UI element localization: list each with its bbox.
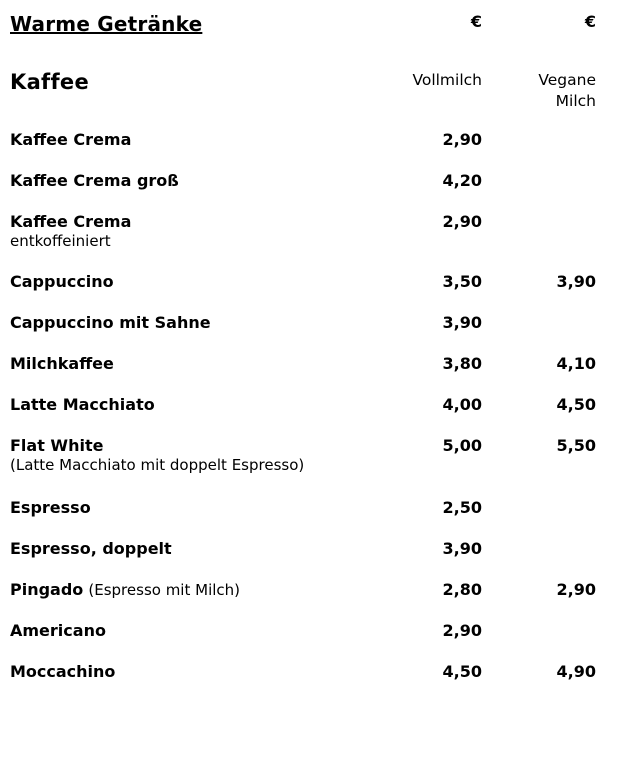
item-price-vollmilch: 3,90 bbox=[442, 313, 482, 332]
item-price-vollmilch-cell bbox=[390, 662, 500, 682]
item-price-vollmilch-cell bbox=[390, 313, 500, 333]
item-price-vollmilch: 2,80 bbox=[442, 580, 482, 599]
item-name: Kaffee Crema bbox=[10, 212, 132, 231]
table-row bbox=[0, 430, 624, 492]
item-name-cell bbox=[0, 580, 390, 600]
item-name-cell bbox=[0, 498, 390, 518]
item-price-vollmilch: 2,90 bbox=[442, 212, 482, 231]
table-row bbox=[0, 492, 624, 533]
table-row bbox=[0, 615, 624, 656]
item-price-vollmilch-cell bbox=[390, 539, 500, 559]
section-header-row bbox=[0, 52, 624, 124]
table-row bbox=[0, 124, 624, 165]
item-price-vegan: 4,90 bbox=[556, 662, 596, 681]
item-price-vollmilch: 3,90 bbox=[442, 539, 482, 558]
column-header-vollmilch: Vollmilch bbox=[412, 71, 482, 89]
item-name-cell bbox=[0, 130, 390, 150]
currency-header-1 bbox=[390, 12, 500, 31]
column-header-vegane: Vegane bbox=[538, 71, 596, 89]
item-price-vollmilch: 3,80 bbox=[442, 354, 482, 373]
item-name: Espresso, doppelt bbox=[10, 539, 172, 558]
table-row bbox=[0, 165, 624, 206]
item-note: (Espresso mit Milch) bbox=[88, 581, 241, 599]
item-price-vollmilch-cell bbox=[390, 395, 500, 415]
item-name-cell bbox=[0, 662, 390, 682]
item-price-vegan: 2,90 bbox=[556, 580, 596, 599]
item-price-vollmilch-cell bbox=[390, 621, 500, 641]
item-price-vollmilch: 2,90 bbox=[442, 130, 482, 149]
column-header-vegane-milch-cell bbox=[500, 70, 614, 112]
table-row bbox=[0, 533, 624, 574]
item-note: (Latte Macchiato mit doppelt Espresso) bbox=[10, 456, 305, 475]
page-title: Warme Getränke bbox=[10, 12, 203, 36]
item-name: Flat White bbox=[10, 436, 104, 455]
item-price-vegan-cell bbox=[500, 662, 614, 682]
item-price-vollmilch: 5,00 bbox=[442, 436, 482, 455]
item-price-vegan-cell bbox=[500, 354, 614, 374]
item-price-vegan-cell bbox=[500, 436, 614, 456]
column-header-milch: Milch bbox=[555, 91, 596, 110]
item-name-cell bbox=[0, 313, 390, 333]
item-price-vollmilch-cell bbox=[390, 272, 500, 292]
item-price-vollmilch-cell bbox=[390, 130, 500, 150]
column-header-vollmilch-cell bbox=[390, 70, 500, 91]
item-price-vegan-cell bbox=[500, 580, 614, 600]
table-row bbox=[0, 307, 624, 348]
item-name: Pingado bbox=[10, 580, 84, 599]
table-row bbox=[0, 574, 624, 615]
item-name-cell bbox=[0, 171, 390, 191]
item-name-cell bbox=[0, 436, 390, 476]
item-price-vollmilch: 2,50 bbox=[442, 498, 482, 517]
item-name: Latte Macchiato bbox=[10, 395, 155, 414]
item-price-vollmilch-cell bbox=[390, 354, 500, 374]
item-price-vollmilch: 4,20 bbox=[442, 171, 482, 190]
table-row bbox=[0, 348, 624, 389]
item-price-vollmilch: 2,90 bbox=[442, 621, 482, 640]
item-price-vollmilch: 4,00 bbox=[442, 395, 482, 414]
item-price-vollmilch-cell bbox=[390, 498, 500, 518]
item-price-vegan: 3,90 bbox=[556, 272, 596, 291]
item-price-vollmilch-cell bbox=[390, 212, 500, 232]
item-name: Kaffee Crema groß bbox=[10, 171, 179, 190]
item-price-vollmilch-cell bbox=[390, 580, 500, 600]
item-name: Cappuccino bbox=[10, 272, 114, 291]
section-title-kaffee: Kaffee bbox=[10, 70, 90, 94]
item-name: Kaffee Crema bbox=[10, 130, 132, 149]
table-row bbox=[0, 266, 624, 307]
item-price-vollmilch: 3,50 bbox=[442, 272, 482, 291]
table-row bbox=[0, 206, 624, 266]
item-price-vegan: 4,50 bbox=[556, 395, 596, 414]
item-price-vollmilch: 4,50 bbox=[442, 662, 482, 681]
item-name-cell bbox=[0, 395, 390, 415]
item-price-vegan: 4,10 bbox=[556, 354, 596, 373]
item-price-vegan: 5,50 bbox=[556, 436, 596, 455]
item-name-cell bbox=[0, 212, 390, 252]
item-name-cell bbox=[0, 539, 390, 559]
item-name: Milchkaffee bbox=[10, 354, 114, 373]
currency-header-2 bbox=[500, 12, 614, 31]
item-price-vollmilch-cell bbox=[390, 436, 500, 456]
header-row bbox=[0, 0, 624, 52]
euro-symbol-vegan: € bbox=[584, 12, 596, 31]
table-row bbox=[0, 656, 624, 697]
item-name: Cappuccino mit Sahne bbox=[10, 313, 211, 332]
menu-title-cell bbox=[0, 12, 390, 36]
section-title-cell bbox=[0, 70, 390, 94]
item-price-vollmilch-cell bbox=[390, 171, 500, 191]
table-row bbox=[0, 389, 624, 430]
euro-symbol-vollmilch: € bbox=[470, 12, 482, 31]
item-price-vegan-cell bbox=[500, 395, 614, 415]
item-name: Espresso bbox=[10, 498, 91, 517]
item-note: entkoffeiniert bbox=[10, 232, 111, 251]
item-name: Americano bbox=[10, 621, 106, 640]
item-name-cell bbox=[0, 272, 390, 292]
item-price-vegan-cell bbox=[500, 272, 614, 292]
item-name-cell bbox=[0, 621, 390, 641]
item-name-cell bbox=[0, 354, 390, 374]
item-name: Moccachino bbox=[10, 662, 116, 681]
